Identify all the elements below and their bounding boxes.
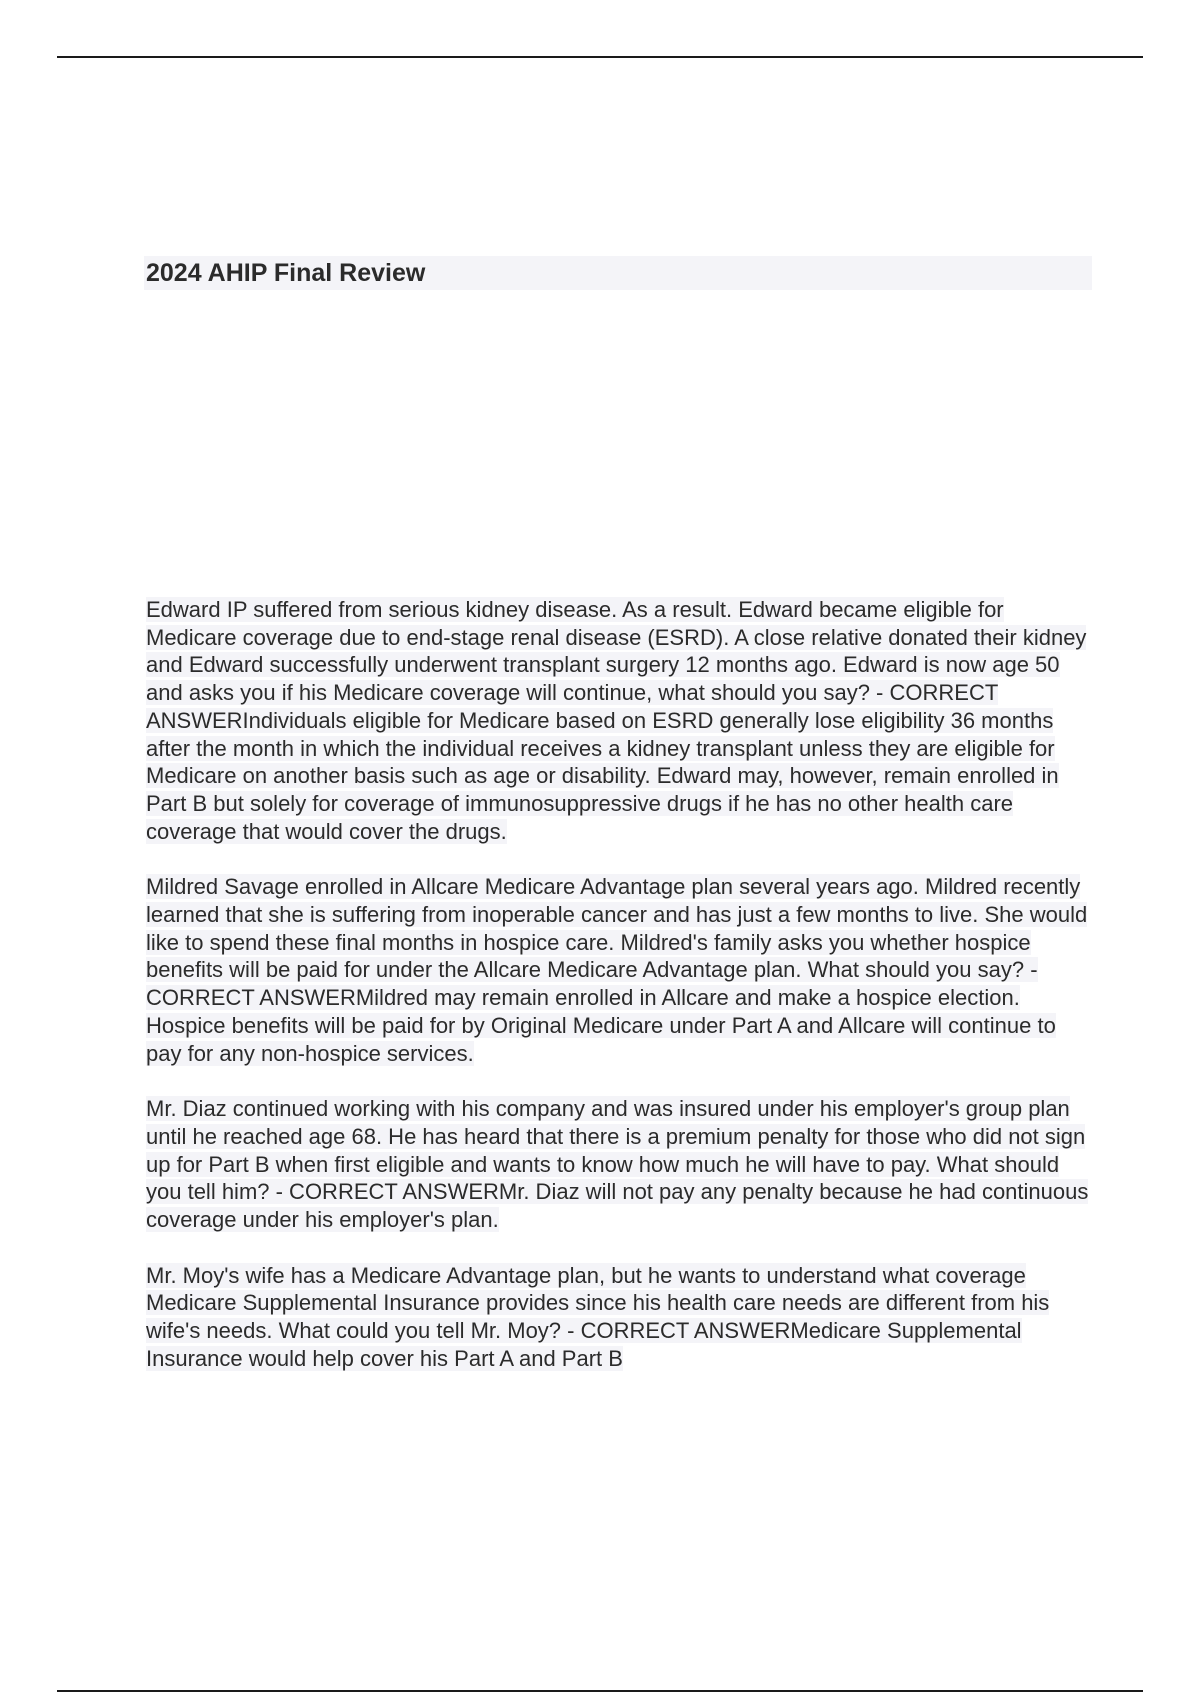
document-body <box>146 596 1092 1401</box>
document-title: 2024 AHIP Final Review <box>146 259 426 287</box>
qa-entry-edward <box>146 596 1092 845</box>
qa-entry-text: Mildred Savage enrolled in Allcare Medicare Advantage plan several years ago. Mildred recently learned that she is suffering from inoperable cancer and has just a few months to live. She would like to spend these final months in hospice care. Mildred's family asks you whether hospice benefits will be paid for under the Allcare Medicare Advantage plan. What should you say? - CORRECT ANSWERMildred may remain enrolled in Allcare and make a hospice election. Hospice benefits will be paid for by Original Medicare under Part A and Allcare will continue to pay for any non-hospice services. <box>146 874 1088 1066</box>
qa-entry-diaz <box>146 1095 1092 1234</box>
top-rule <box>57 56 1143 58</box>
qa-entry-moy <box>146 1262 1092 1373</box>
qa-entry-mildred <box>146 873 1092 1067</box>
bottom-rule <box>57 1690 1143 1692</box>
qa-entry-text: Mr. Moy's wife has a Medicare Advantage plan, but he wants to understand what coverage Medicare Supplemental Insurance provides since his health care needs are different from his wife's needs. What could you tell Mr. Moy? - CORRECT ANSWERMedicare Supplemental Insurance would help cover his Part A and Part B <box>146 1262 1050 1371</box>
qa-entry-text: Mr. Diaz continued working with his company and was insured under his employer's group plan until he reached age 68. He has heard that there is a premium penalty for those who did not sign up for Part B when first eligible and wants to know how much he will have to pay. What should you tell him? - CORRECT ANSWERMr. Diaz will not pay any penalty because he had continuous coverage under his employer's plan. <box>146 1096 1089 1233</box>
qa-entry-text: Edward IP suffered from serious kidney disease. As a result. Edward became eligible for Medicare coverage due to end-stage renal disease (ESRD). A close relative donated their kidney and Edward successfully underwent transplant surgery 12 months ago. Edward is now age 50 and asks you if his Medicare coverage will continue, what should you say? - CORRECT ANSWERIndividuals eligible for Medicare based on ESRD generally lose eligibility 36 months after the month in which the individual receives a kidney transplant unless they are eligible for Medicare on another basis such as age or disability. Edward may, however, remain enrolled in Part B but solely for coverage of immunosuppressive drugs if he has no other health care coverage that would cover the drugs. <box>146 597 1087 844</box>
